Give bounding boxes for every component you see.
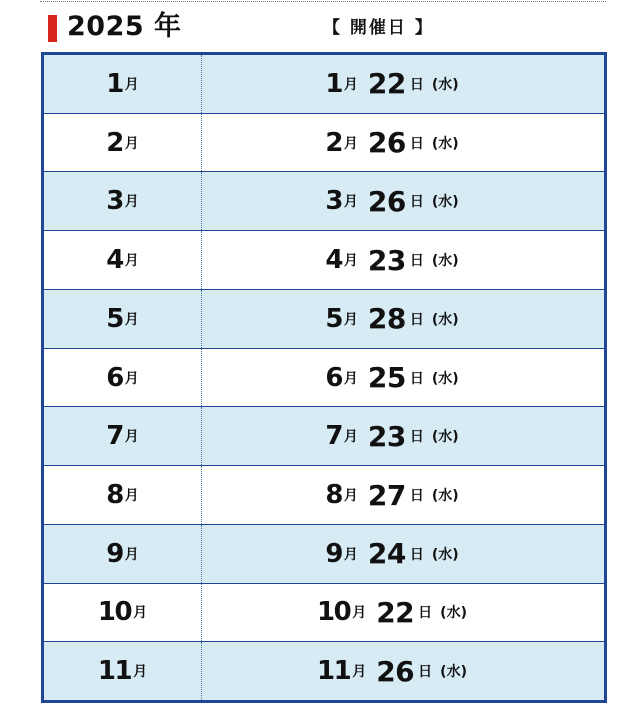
month-unit: 月 <box>124 488 139 504</box>
table-row <box>44 584 604 643</box>
table-row <box>44 407 604 466</box>
month-number: 3 <box>106 186 123 217</box>
event-day-number: 27 <box>367 478 406 512</box>
month-number: 11 <box>97 656 132 687</box>
event-day-number: 22 <box>367 67 406 101</box>
month-cell <box>44 172 202 230</box>
event-weekday: (水) <box>440 605 467 622</box>
table-row <box>44 114 604 173</box>
event-schedule-table <box>41 52 607 703</box>
month-unit: 月 <box>124 429 139 446</box>
event-day-unit: 日 <box>409 76 424 93</box>
event-day-unit: 日 <box>409 253 424 270</box>
month-unit: 月 <box>124 135 139 152</box>
event-month-number: 3 <box>325 186 342 217</box>
event-day-number: 28 <box>367 302 406 336</box>
month-unit: 月 <box>124 194 139 211</box>
month-unit: 月 <box>124 546 139 563</box>
event-date-cell <box>202 525 604 583</box>
event-month-unit: 月 <box>343 488 358 504</box>
month-cell <box>44 525 202 583</box>
month-number: 2 <box>106 127 123 158</box>
event-month-number: 1 <box>325 68 342 99</box>
event-month-number: 2 <box>325 127 342 158</box>
month-cell <box>44 231 202 289</box>
event-month-unit: 月 <box>343 135 358 152</box>
month-number: 4 <box>106 245 123 276</box>
month-cell <box>44 407 202 465</box>
month-number: 6 <box>106 362 123 393</box>
table-row <box>44 642 604 700</box>
month-unit: 月 <box>124 311 139 328</box>
table-row <box>44 290 604 349</box>
event-weekday: (水) <box>431 311 459 328</box>
table-row <box>44 55 604 114</box>
month-unit: 月 <box>124 76 139 93</box>
event-day-unit: 日 <box>409 488 424 504</box>
event-month-unit: 月 <box>352 664 367 681</box>
event-day-number: 26 <box>367 184 406 218</box>
event-month-unit: 月 <box>343 546 358 563</box>
month-cell <box>44 114 202 172</box>
event-day-number: 25 <box>367 361 406 395</box>
event-month-unit: 月 <box>343 76 358 93</box>
event-date-cell <box>202 349 604 407</box>
event-date-cell <box>202 290 604 348</box>
month-unit: 月 <box>124 370 139 387</box>
event-day-number: 24 <box>367 537 406 571</box>
month-unit: 月 <box>133 664 148 681</box>
month-unit: 月 <box>133 605 148 622</box>
event-weekday: (水) <box>431 135 459 152</box>
event-month-number: 5 <box>325 303 342 334</box>
event-month-unit: 月 <box>352 605 367 622</box>
month-cell <box>44 466 202 524</box>
year-marker-bar <box>48 15 57 42</box>
event-month-number: 9 <box>325 538 342 569</box>
event-weekday: (水) <box>431 546 459 563</box>
month-unit: 月 <box>124 253 139 270</box>
event-weekday: (水) <box>431 429 459 446</box>
month-cell <box>44 642 202 700</box>
event-date-cell <box>202 584 604 642</box>
event-day-number: 23 <box>367 243 406 277</box>
event-month-unit: 月 <box>343 311 358 328</box>
event-month-number: 4 <box>325 245 342 276</box>
event-day-number: 22 <box>376 595 415 629</box>
event-date-cell <box>202 231 604 289</box>
event-month-number: 8 <box>325 480 342 510</box>
event-date-cell <box>202 466 604 524</box>
month-cell <box>44 55 202 113</box>
event-date-cell <box>202 642 604 700</box>
event-day-unit: 日 <box>409 429 424 446</box>
top-dotted-divider <box>40 1 606 2</box>
event-month-number: 11 <box>317 656 351 687</box>
month-number: 5 <box>106 303 123 334</box>
event-day-unit: 日 <box>409 546 424 563</box>
event-day-number: 23 <box>367 419 406 453</box>
month-number: 8 <box>106 480 123 510</box>
event-day-unit: 日 <box>409 135 424 152</box>
event-day-unit: 日 <box>418 664 433 681</box>
month-cell <box>44 584 202 642</box>
month-number: 1 <box>106 68 123 99</box>
event-date-cell <box>202 172 604 230</box>
event-weekday: (水) <box>431 370 459 387</box>
event-date-column-title: 【 開催日 】 <box>323 18 434 38</box>
event-weekday: (水) <box>431 194 459 211</box>
event-date-cell <box>202 114 604 172</box>
event-weekday: (水) <box>431 76 459 93</box>
event-day-unit: 日 <box>409 370 424 387</box>
month-number: 7 <box>106 421 123 452</box>
month-cell <box>44 349 202 407</box>
event-date-cell <box>202 55 604 113</box>
event-month-number: 7 <box>325 421 342 452</box>
month-cell <box>44 290 202 348</box>
table-row <box>44 466 604 525</box>
event-month-unit: 月 <box>343 253 358 270</box>
event-weekday: (水) <box>440 664 467 681</box>
event-day-number: 26 <box>376 654 415 688</box>
year-title: 2025 年 <box>67 11 182 42</box>
event-date-cell <box>202 407 604 465</box>
table-row <box>44 172 604 231</box>
event-day-unit: 日 <box>418 605 433 622</box>
event-month-unit: 月 <box>343 370 358 387</box>
event-day-unit: 日 <box>409 311 424 328</box>
table-row <box>44 525 604 584</box>
event-month-number: 10 <box>317 597 351 628</box>
event-month-unit: 月 <box>343 429 358 446</box>
table-row <box>44 231 604 290</box>
event-weekday: (水) <box>431 253 459 270</box>
table-row <box>44 349 604 408</box>
event-day-number: 26 <box>367 126 406 160</box>
month-number: 9 <box>106 538 123 569</box>
schedule-header <box>40 8 606 44</box>
month-number: 10 <box>97 597 132 628</box>
event-month-number: 6 <box>325 362 342 393</box>
event-weekday: (水) <box>431 488 459 504</box>
event-day-unit: 日 <box>409 194 424 211</box>
event-month-unit: 月 <box>343 194 358 211</box>
